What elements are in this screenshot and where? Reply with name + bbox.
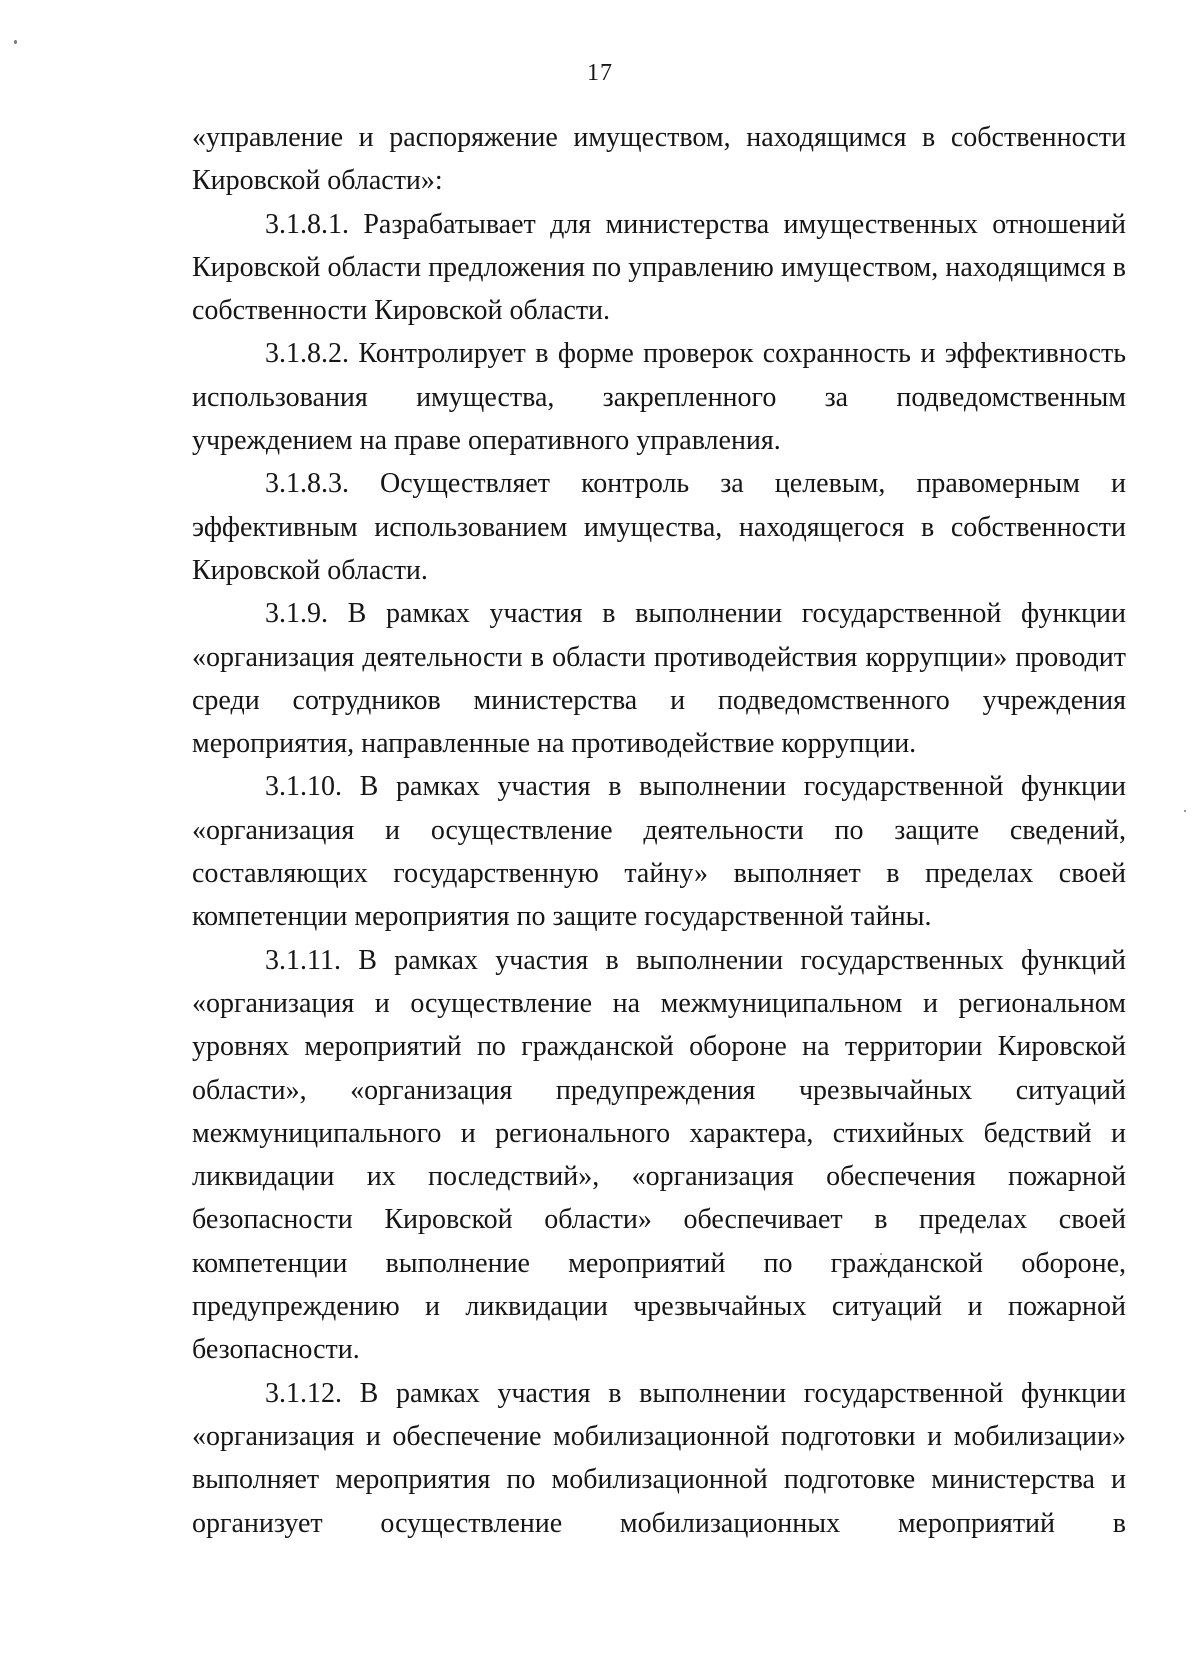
scan-speck (1184, 810, 1186, 812)
scan-speck (14, 40, 17, 44)
paragraph-3-1-8-3: 3.1.8.3. Осуществляет контроль за целевым, правомерным и эффективным использованием имущества, находящегося в собственности Кировской области. (192, 468, 1126, 586)
paragraph-3-1-9: 3.1.9. В рамках участия в выполнении государственной функции «организация деятельности в области противодействия коррупции» проводит среди сотрудников министерства и подведомственного учреждения мероприятия, направленные на противодействие коррупции. (192, 598, 1126, 760)
document-body (192, 116, 1126, 1545)
paragraph-3-1-12: 3.1.12. В рамках участия в выполнении государственной функции «организация и обеспечение мобилизационной подготовки и мобилизации» выполняет мероприятия по мобилизационной подготовке министерства и организует осуществление мобилизационных мероприятий в (192, 1377, 1126, 1539)
paragraph-3-1-8-2: 3.1.8.2. Контролирует в форме проверок сохранность и эффективность использования имущества, закрепленного за подведомственным учреждением на праве оперативного управления. (192, 338, 1126, 457)
paragraph-3-1-10: 3.1.10. В рамках участия в выполнении государственной функции «организация и осуществление деятельности по защите сведений, составляющих государственную тайну» выполняет в пределах своей компетенции мероприятия по защите государственной тайны. (192, 771, 1126, 933)
paragraph-3-1-8-1: 3.1.8.1. Разрабатывает для министерства имущественных отношений Кировской области предложения по управлению имуществом, находящимся в собственности Кировской области. (192, 208, 1126, 327)
page-number: 17 (587, 60, 613, 86)
paragraph-continuation: «управление и распоряжение имуществом, находящимся в собственности Кировской области»: (192, 122, 1126, 197)
paragraph-3-1-11: 3.1.11. В рамках участия в выполнении государственных функций «организация и осуществление на межмуниципальном и региональном уровнях мероприятий по гражданской обороне на территории Кировской области», «организация предупреждения чрезвычайных ситуаций межмуниципального и регионального характера, стихийных бедствий и ликвидации их последствий», «организация обеспечения пожарной безопасности Кировской области» обеспечивает в пределах своей компетенции выполнение мероприятий по гражданской обороне, предупреждению и ликвидации чрезвычайных ситуаций и пожарной безопасности. (192, 944, 1126, 1366)
